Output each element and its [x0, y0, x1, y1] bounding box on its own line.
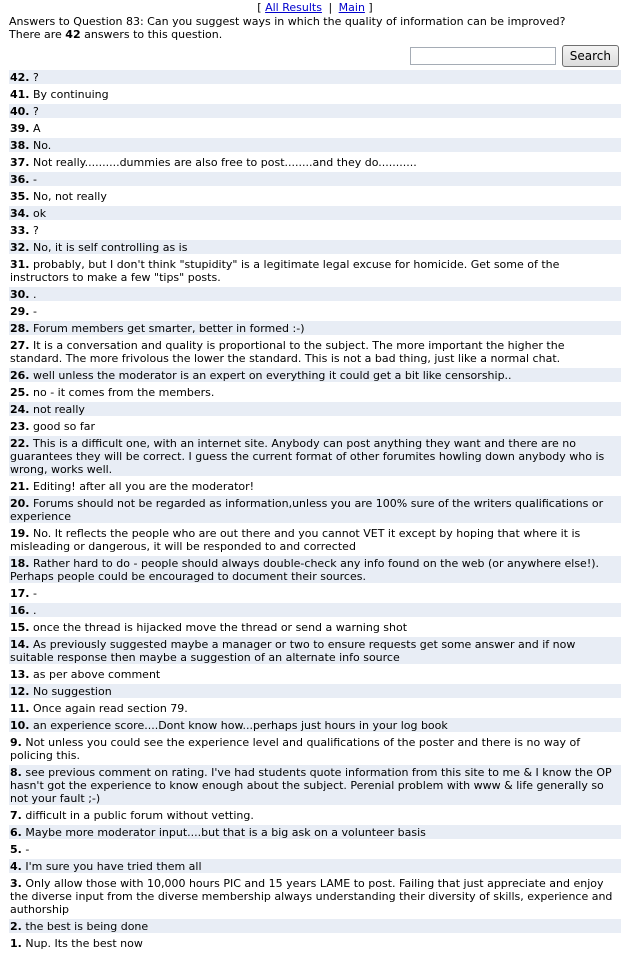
- answer-text: Nup. Its the best now: [25, 937, 143, 950]
- answer-number: 15.: [10, 621, 30, 634]
- answer-row: [9, 138, 621, 155]
- answer-row: [9, 172, 621, 189]
- answer-text: No suggestion: [33, 685, 112, 698]
- answer-row: [9, 496, 621, 526]
- answer-row: [9, 321, 621, 338]
- answer-number: 33.: [10, 224, 30, 237]
- answer-text: see previous comment on rating. I've had students quote information from this site to me & I know the OP hasn't got the experience to know enough about the subject. Perenial problem with www & life generally so not your fault ;-): [10, 766, 612, 805]
- answer-text: This is a difficult one, with an internet site. Anybody can post anything they want and there are no guarantees they will be correct. I guess the current format of other forumites howling down anybody who is wrong, works well.: [10, 437, 605, 476]
- answer-text: probably, but I don't think "stupidity" is a legitimate legal excuse for homicide. Get some of the instructors to make a few "tips" posts.: [10, 258, 560, 284]
- answer-row: [9, 287, 621, 304]
- answer-number: 17.: [10, 587, 30, 600]
- answer-row: [9, 223, 621, 240]
- answer-row: [9, 104, 621, 121]
- answer-text: I'm sure you have tried them all: [25, 860, 202, 873]
- answer-row: [9, 919, 621, 936]
- answer-number: 8.: [10, 766, 22, 779]
- answer-number: 25.: [10, 386, 30, 399]
- answer-text: Once again read section 79.: [33, 702, 188, 715]
- answer-number: 41.: [10, 88, 30, 101]
- answer-number: 27.: [10, 339, 30, 352]
- answer-number: 37.: [10, 156, 30, 169]
- question-heading: Answers to Question 83: Can you suggest ways in which the quality of information can be improved?: [9, 15, 566, 28]
- answer-text: -: [33, 305, 37, 318]
- answer-row: [9, 240, 621, 257]
- answer-text: By continuing: [33, 88, 109, 101]
- answer-number: 9.: [10, 736, 22, 749]
- answer-text: as per above comment: [33, 668, 161, 681]
- answer-row: [9, 402, 621, 419]
- answer-row: [9, 385, 621, 402]
- answer-number: 26.: [10, 369, 30, 382]
- answer-text: Forums should not be regarded as information,unless you are 100% sure of the writers qualifications or experience: [10, 497, 604, 523]
- answer-number: 29.: [10, 305, 30, 318]
- answer-text: ok: [33, 207, 47, 220]
- answer-text: No, not really: [33, 190, 107, 203]
- nav-separator: |: [328, 1, 333, 14]
- answer-row: [9, 735, 621, 765]
- answer-row: [9, 586, 621, 603]
- answer-number: 22.: [10, 437, 30, 450]
- all-results-link[interactable]: All Results: [265, 1, 322, 14]
- answer-text: ?: [33, 224, 39, 237]
- answer-number: 30.: [10, 288, 30, 301]
- answer-text: not really: [33, 403, 85, 416]
- answer-number: 36.: [10, 173, 30, 186]
- answer-row: [9, 825, 621, 842]
- answer-number: 16.: [10, 604, 30, 617]
- answer-text: Not unless you could see the experience level and qualifications of the poster and there is no way of policing this.: [10, 736, 581, 762]
- answer-number: 1.: [10, 937, 22, 950]
- answer-count-line: [9, 28, 621, 41]
- answer-number: 12.: [10, 685, 30, 698]
- answer-text: no - it comes from the members.: [33, 386, 215, 399]
- top-navigation: [9, 0, 621, 15]
- answer-text: As previously suggested maybe a manager or two to ensure requests get some answer and if now suitable response then maybe a suggestion of an alternate info source: [10, 638, 576, 664]
- answer-row: [9, 526, 621, 556]
- answer-row: [9, 842, 621, 859]
- answer-row: [9, 436, 621, 479]
- answer-row: [9, 701, 621, 718]
- answer-text: the best is being done: [25, 920, 149, 933]
- answer-number: 31.: [10, 258, 30, 271]
- answer-row: [9, 859, 621, 876]
- answer-row: [9, 936, 621, 953]
- answer-row: [9, 667, 621, 684]
- answer-row: [9, 479, 621, 496]
- answer-text: No, it is self controlling as is: [33, 241, 188, 254]
- answer-row: [9, 121, 621, 138]
- search-bar: [9, 43, 621, 69]
- answer-text: well unless the moderator is an expert on everything it could get a bit like censorship..: [33, 369, 512, 382]
- answer-text: No. It reflects the people who are out there and you cannot VET it except by hoping that where it is misleading or dangerous, it will be responded to and corrected: [10, 527, 581, 553]
- answer-row: [9, 603, 621, 620]
- answer-text: No.: [33, 139, 52, 152]
- answer-text: .: [33, 288, 37, 301]
- answer-text: difficult in a public forum without vetting.: [25, 809, 254, 822]
- nav-close-bracket: ]: [368, 1, 373, 14]
- answer-number: 24.: [10, 403, 30, 416]
- answer-text: good so far: [33, 420, 96, 433]
- answer-text: Not really..........dummies are also free to post........and they do...........: [33, 156, 417, 169]
- count-prefix: There are: [9, 28, 62, 41]
- answer-number: 7.: [10, 809, 22, 822]
- count-suffix: answers to this question.: [84, 28, 223, 41]
- answer-row: [9, 620, 621, 637]
- answer-row: [9, 368, 621, 385]
- answer-text: Only allow those with 10,000 hours PIC and 15 years LAME to post. Failing that just appreciate and enjoy the diverse input from the diverse membership always understanding their diversity of skills, experience and authorship: [10, 877, 613, 916]
- answer-number: 4.: [10, 860, 22, 873]
- answer-number: 28.: [10, 322, 30, 335]
- answer-row: [9, 155, 621, 172]
- answer-row: [9, 637, 621, 667]
- answer-number: 2.: [10, 920, 22, 933]
- answer-number: 13.: [10, 668, 30, 681]
- answer-number: 19.: [10, 527, 30, 540]
- answer-row: [9, 189, 621, 206]
- answer-number: 38.: [10, 139, 30, 152]
- answer-number: 42.: [10, 71, 30, 84]
- answer-number: 11.: [10, 702, 30, 715]
- answer-number: 34.: [10, 207, 30, 220]
- answer-number: 5.: [10, 843, 22, 856]
- answer-row: [9, 684, 621, 701]
- search-input[interactable]: [410, 47, 556, 65]
- answer-number: 23.: [10, 420, 30, 433]
- answer-number: 3.: [10, 877, 22, 890]
- answer-text: an experience score....Dont know how...perhaps just hours in your log book: [33, 719, 448, 732]
- answer-row: [9, 70, 621, 87]
- answer-number: 21.: [10, 480, 30, 493]
- answer-text: .: [33, 604, 37, 617]
- answer-text: It is a conversation and quality is proportional to the subject. The more important the higher the standard. The more frivolous the lower the standard. This is not a bad thing, just like a normal chat.: [10, 339, 565, 365]
- nav-open-bracket: [: [257, 1, 262, 14]
- answer-text: ?: [33, 71, 39, 84]
- answer-text: -: [25, 843, 30, 856]
- answer-row: [9, 206, 621, 223]
- answer-text: Rather hard to do - people should always double-check any info found on the web (or anywhere else!). Perhaps people could be encouraged to document their sources.: [10, 557, 600, 583]
- answer-number: 6.: [10, 826, 22, 839]
- answer-number: 35.: [10, 190, 30, 203]
- answer-row: [9, 808, 621, 825]
- answer-text: once the thread is hijacked move the thread or send a warning shot: [33, 621, 408, 634]
- answer-number: 18.: [10, 557, 30, 570]
- answers-list: [9, 70, 621, 953]
- answer-count: 42: [65, 28, 81, 41]
- answer-row: [9, 419, 621, 436]
- main-link[interactable]: Main: [338, 1, 365, 14]
- answer-text: -: [33, 587, 37, 600]
- answer-number: 40.: [10, 105, 30, 118]
- answer-row: [9, 718, 621, 735]
- answer-row: [9, 765, 621, 808]
- answer-number: 39.: [10, 122, 30, 135]
- answer-row: [9, 257, 621, 287]
- answer-row: [9, 304, 621, 321]
- answer-number: 14.: [10, 638, 30, 651]
- answer-text: Forum members get smarter, better in formed :-): [33, 322, 305, 335]
- answer-row: [9, 556, 621, 586]
- answer-number: 10.: [10, 719, 30, 732]
- answer-text: -: [33, 173, 37, 186]
- answer-text: ?: [33, 105, 39, 118]
- answer-row: [9, 876, 621, 919]
- answer-number: 32.: [10, 241, 30, 254]
- answer-row: [9, 87, 621, 104]
- answer-text: Editing! after all you are the moderator!: [33, 480, 255, 493]
- answer-row: [9, 338, 621, 368]
- answer-text: Maybe more moderator input....but that is a big ask on a volunteer basis: [25, 826, 426, 839]
- answer-number: 20.: [10, 497, 30, 510]
- answer-text: A: [33, 122, 41, 135]
- search-button[interactable]: Search: [562, 45, 619, 67]
